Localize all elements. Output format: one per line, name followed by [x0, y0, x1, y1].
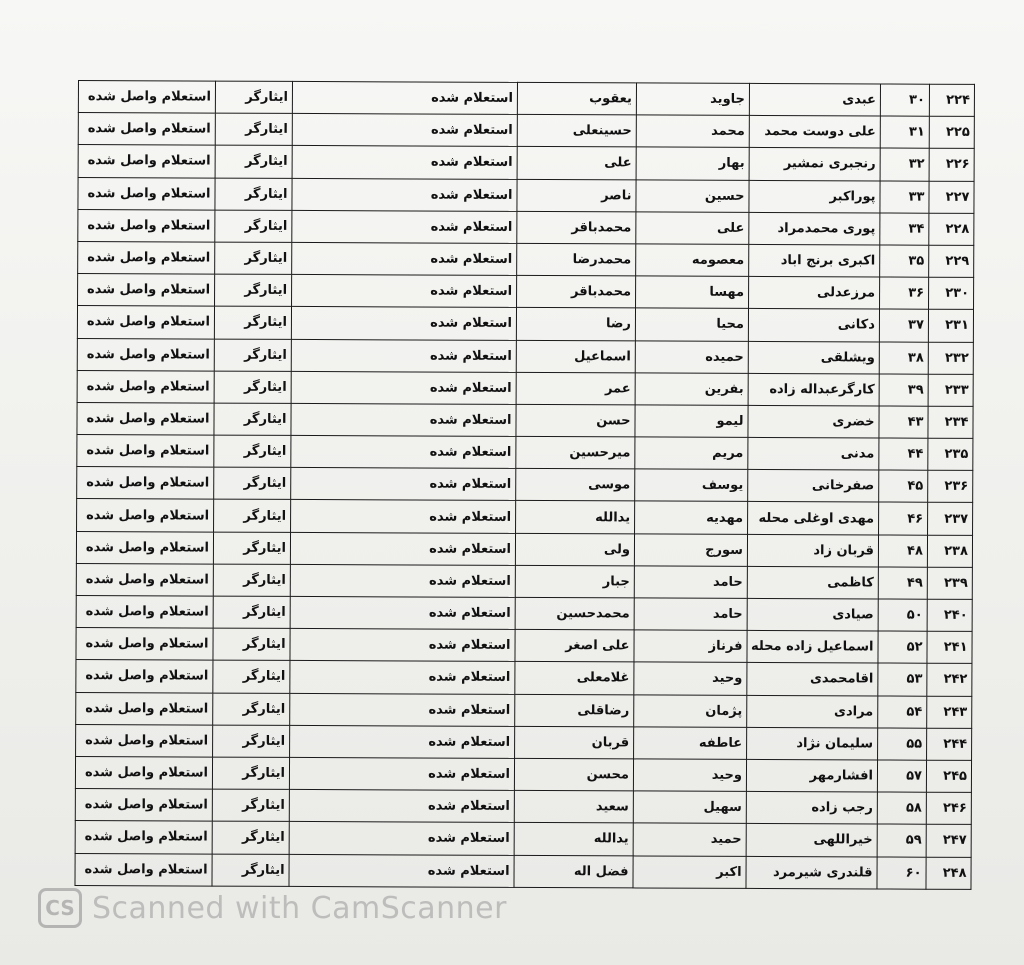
- row-number-cell: ۲۲۸: [929, 213, 974, 245]
- record-number-cell: ۵۳: [878, 663, 927, 695]
- status-cell: استعلام واصل شده: [77, 306, 214, 339]
- records-table: [74, 80, 975, 890]
- row-number-cell: ۲۳۸: [927, 535, 972, 567]
- last-name-cell: دکانی: [748, 309, 879, 342]
- table-row: [76, 563, 972, 599]
- status-cell: استعلام واصل شده: [78, 145, 215, 178]
- table-row: [77, 435, 973, 471]
- table-row: [78, 113, 974, 149]
- table-row: [76, 628, 972, 664]
- inquiry-cell: استعلام شده: [290, 661, 515, 694]
- father-name-cell: محمدرضا: [517, 243, 636, 276]
- row-number-cell: ۲۴۱: [927, 631, 972, 663]
- first-name-cell: مهدیه: [635, 501, 748, 534]
- record-number-cell: ۴۳: [879, 406, 928, 438]
- category-cell: ایثارگر: [214, 306, 291, 339]
- last-name-cell: پوراکبر: [749, 180, 880, 213]
- table-row: [76, 660, 972, 696]
- inquiry-cell: استعلام شده: [289, 757, 514, 790]
- father-name-cell: یدالله: [514, 823, 633, 856]
- first-name-cell: مریم: [635, 437, 748, 470]
- last-name-cell: مرادی: [747, 695, 878, 728]
- father-name-cell: ولی: [515, 533, 634, 566]
- father-name-cell: قربان: [515, 726, 634, 759]
- first-name-cell: حامد: [634, 566, 747, 599]
- inquiry-cell: استعلام شده: [292, 146, 517, 179]
- table-row: [77, 370, 973, 406]
- inquiry-cell: استعلام شده: [291, 468, 516, 501]
- row-number-cell: ۲۳۰: [929, 277, 974, 309]
- first-name-cell: یوسف: [635, 469, 748, 502]
- row-number-cell: ۲۳۵: [928, 438, 973, 470]
- category-cell: ایثارگر: [213, 596, 290, 629]
- record-number-cell: ۳۷: [879, 309, 928, 341]
- table-row: [77, 499, 973, 535]
- row-number-cell: ۲۴۷: [926, 825, 971, 857]
- first-name-cell: اکبر: [633, 855, 746, 888]
- last-name-cell: کاظمی: [747, 566, 878, 599]
- row-number-cell: ۲۳۴: [928, 406, 973, 438]
- first-name-cell: حسین: [636, 179, 749, 212]
- row-number-cell: ۲۴۸: [926, 857, 971, 889]
- last-name-cell: قلندری شیرمرد: [746, 856, 877, 889]
- status-cell: استعلام واصل شده: [77, 338, 214, 371]
- first-name-cell: عاطفه: [634, 727, 747, 760]
- table-row: [77, 306, 973, 342]
- table-row: [77, 467, 973, 503]
- first-name-cell: وحید: [634, 662, 747, 695]
- last-name-cell: رنجبری نمشیر: [749, 148, 880, 181]
- status-cell: استعلام واصل شده: [76, 724, 213, 757]
- father-name-cell: عمر: [516, 372, 635, 405]
- inquiry-cell: استعلام شده: [292, 275, 517, 308]
- record-number-cell: ۵۹: [877, 824, 926, 856]
- first-name-cell: علی: [636, 212, 749, 245]
- first-name-cell: حمید: [633, 823, 746, 856]
- last-name-cell: صفرخانی: [748, 470, 879, 503]
- inquiry-cell: استعلام شده: [291, 307, 516, 340]
- table-row: [76, 531, 972, 567]
- status-cell: استعلام واصل شده: [78, 241, 215, 274]
- father-name-cell: محمدباقر: [517, 276, 636, 309]
- inquiry-cell: استعلام شده: [292, 210, 517, 243]
- first-name-cell: حمیده: [635, 340, 748, 373]
- record-number-cell: ۴۸: [878, 535, 927, 567]
- status-cell: استعلام واصل شده: [76, 692, 213, 725]
- last-name-cell: کارگرعبداله زاده: [748, 373, 879, 406]
- category-cell: ایثارگر: [213, 532, 290, 565]
- row-number-cell: ۲۲۷: [929, 181, 974, 213]
- document-sheet: [74, 80, 970, 914]
- category-cell: ایثارگر: [212, 821, 289, 854]
- father-name-cell: موسی: [516, 469, 635, 502]
- last-name-cell: علی دوست محمد: [749, 116, 880, 149]
- father-name-cell: اسماعیل: [516, 340, 635, 373]
- watermark-text: Scanned with CamScanner: [92, 890, 507, 926]
- table-row: [78, 145, 974, 181]
- camscanner-logo-icon: CS: [38, 888, 82, 928]
- category-cell: ایثارگر: [215, 274, 292, 307]
- record-number-cell: ۴۶: [879, 502, 928, 534]
- last-name-cell: مرزعدلی: [749, 277, 880, 310]
- father-name-cell: سعید: [514, 791, 633, 824]
- table-body: [75, 81, 975, 890]
- inquiry-cell: استعلام شده: [290, 596, 515, 629]
- row-number-cell: ۲۴۴: [927, 728, 972, 760]
- inquiry-cell: استعلام شده: [291, 339, 516, 372]
- last-name-cell: اسماعیل زاده محله: [747, 631, 878, 664]
- row-number-cell: ۲۴۲: [927, 664, 972, 696]
- inquiry-cell: استعلام شده: [292, 114, 517, 147]
- row-number-cell: ۲۳۳: [928, 374, 973, 406]
- category-cell: ایثارگر: [213, 660, 290, 693]
- status-cell: استعلام واصل شده: [78, 177, 215, 210]
- record-number-cell: ۳۴: [880, 213, 929, 245]
- father-name-cell: جبار: [515, 565, 634, 598]
- inquiry-cell: استعلام شده: [290, 693, 515, 726]
- inquiry-cell: استعلام شده: [291, 403, 516, 436]
- record-number-cell: ۴۹: [878, 567, 927, 599]
- status-cell: استعلام واصل شده: [77, 370, 214, 403]
- category-cell: ایثارگر: [213, 725, 290, 758]
- status-cell: استعلام واصل شده: [77, 499, 214, 532]
- first-name-cell: سورج: [634, 534, 747, 567]
- status-cell: استعلام واصل شده: [76, 595, 213, 628]
- father-name-cell: یدالله: [516, 501, 635, 534]
- last-name-cell: صیادی: [747, 598, 878, 631]
- inquiry-cell: استعلام شده: [290, 532, 515, 565]
- record-number-cell: ۴۴: [879, 438, 928, 470]
- last-name-cell: اکبری برنج اباد: [749, 244, 880, 277]
- category-cell: ایثارگر: [214, 467, 291, 500]
- status-cell: استعلام واصل شده: [78, 209, 215, 242]
- first-name-cell: پژمان: [634, 694, 747, 727]
- category-cell: ایثارگر: [215, 242, 292, 275]
- father-name-cell: غلامعلی: [515, 662, 634, 695]
- father-name-cell: میرحسین: [516, 436, 635, 469]
- last-name-cell: افشارمهر: [746, 759, 877, 792]
- inquiry-cell: استعلام شده: [290, 629, 515, 662]
- category-cell: ایثارگر: [215, 145, 292, 178]
- first-name-cell: بهار: [636, 147, 749, 180]
- father-name-cell: حسینعلی: [517, 115, 636, 148]
- inquiry-cell: استعلام شده: [289, 822, 514, 855]
- first-name-cell: بفرین: [635, 373, 748, 406]
- category-cell: ایثارگر: [215, 210, 292, 243]
- status-cell: استعلام واصل شده: [78, 113, 215, 146]
- category-cell: ایثارگر: [213, 628, 290, 661]
- last-name-cell: ویشلقی: [748, 341, 879, 374]
- father-name-cell: محمدباقر: [517, 211, 636, 244]
- inquiry-cell: استعلام شده: [292, 178, 517, 211]
- table-row: [78, 241, 974, 277]
- status-cell: استعلام واصل شده: [77, 467, 214, 500]
- first-name-cell: حامد: [634, 598, 747, 631]
- inquiry-cell: استعلام شده: [292, 242, 517, 275]
- category-cell: ایثارگر: [214, 435, 291, 468]
- status-cell: استعلام واصل شده: [77, 402, 214, 435]
- table-row: [75, 821, 971, 857]
- category-cell: ایثارگر: [212, 757, 289, 790]
- record-number-cell: ۳۳: [880, 181, 929, 213]
- row-number-cell: ۲۳۹: [927, 567, 972, 599]
- category-cell: ایثارگر: [212, 789, 289, 822]
- status-cell: استعلام واصل شده: [76, 628, 213, 661]
- record-number-cell: ۵۴: [878, 696, 927, 728]
- inquiry-cell: استعلام شده: [290, 725, 515, 758]
- category-cell: ایثارگر: [214, 339, 291, 372]
- inquiry-cell: استعلام شده: [292, 81, 517, 114]
- father-name-cell: ناصر: [517, 179, 636, 212]
- record-number-cell: ۵۵: [878, 728, 927, 760]
- status-cell: استعلام واصل شده: [77, 435, 214, 468]
- record-number-cell: ۵۷: [877, 760, 926, 792]
- status-cell: استعلام واصل شده: [75, 853, 212, 886]
- table-row: [76, 595, 972, 631]
- last-name-cell: مدنی: [748, 437, 879, 470]
- father-name-cell: حسن: [516, 404, 635, 437]
- category-cell: ایثارگر: [214, 371, 291, 404]
- last-name-cell: عبدی: [749, 83, 880, 116]
- row-number-cell: ۲۲۹: [929, 245, 974, 277]
- row-number-cell: ۲۴۰: [927, 599, 972, 631]
- first-name-cell: معصومه: [636, 244, 749, 277]
- category-cell: ایثارگر: [215, 81, 292, 114]
- status-cell: استعلام واصل شده: [78, 81, 215, 114]
- table-row: [78, 177, 974, 213]
- status-cell: استعلام واصل شده: [76, 531, 213, 564]
- first-name-cell: محمد: [636, 115, 749, 148]
- row-number-cell: ۲۴۵: [926, 760, 971, 792]
- first-name-cell: مهسا: [636, 276, 749, 309]
- table-row: [78, 209, 974, 245]
- father-name-cell: محسن: [514, 758, 633, 791]
- inquiry-cell: استعلام شده: [291, 435, 516, 468]
- record-number-cell: ۳۱: [880, 116, 929, 148]
- inquiry-cell: استعلام شده: [289, 854, 514, 887]
- table-row: [78, 81, 974, 117]
- status-cell: استعلام واصل شده: [76, 563, 213, 596]
- last-name-cell: سلیمان نژاد: [747, 727, 878, 760]
- record-number-cell: ۳۸: [879, 341, 928, 373]
- first-name-cell: سهیل: [633, 791, 746, 824]
- inquiry-cell: استعلام شده: [289, 790, 514, 823]
- last-name-cell: رجب زاده: [746, 792, 877, 825]
- status-cell: استعلام واصل شده: [75, 789, 212, 822]
- category-cell: ایثارگر: [212, 854, 289, 887]
- category-cell: ایثارگر: [215, 178, 292, 211]
- category-cell: ایثارگر: [214, 403, 291, 436]
- row-number-cell: ۲۳۶: [928, 470, 973, 502]
- inquiry-cell: استعلام شده: [291, 371, 516, 404]
- category-cell: ایثارگر: [215, 113, 292, 146]
- status-cell: استعلام واصل شده: [75, 756, 212, 789]
- last-name-cell: اقامحمدی: [747, 663, 878, 696]
- inquiry-cell: استعلام شده: [291, 500, 516, 533]
- table-row: [76, 724, 972, 760]
- status-cell: استعلام واصل شده: [78, 274, 215, 307]
- category-cell: ایثارگر: [214, 500, 291, 533]
- row-number-cell: ۲۳۲: [928, 342, 973, 374]
- father-name-cell: فضل اله: [514, 855, 633, 888]
- first-name-cell: لیمو: [635, 405, 748, 438]
- record-number-cell: ۳۲: [880, 148, 929, 180]
- record-number-cell: ۵۰: [878, 599, 927, 631]
- row-number-cell: ۲۲۶: [929, 149, 974, 181]
- first-name-cell: وحید: [633, 759, 746, 792]
- record-number-cell: ۵۸: [877, 792, 926, 824]
- table-row: [76, 692, 972, 728]
- table-row: [75, 756, 971, 792]
- camscanner-watermark: [38, 886, 507, 930]
- last-name-cell: مهدی اوغلی محله: [748, 502, 879, 535]
- last-name-cell: خضری: [748, 405, 879, 438]
- row-number-cell: ۲۴۳: [927, 696, 972, 728]
- status-cell: استعلام واصل شده: [76, 660, 213, 693]
- row-number-cell: ۲۳۱: [928, 310, 973, 342]
- father-name-cell: رضاقلی: [515, 694, 634, 727]
- first-name-cell: فرناز: [634, 630, 747, 663]
- first-name-cell: محیا: [635, 308, 748, 341]
- father-name-cell: یعقوب: [517, 82, 636, 115]
- table-row: [78, 274, 974, 310]
- last-name-cell: پوری محمدمراد: [749, 212, 880, 245]
- row-number-cell: ۲۲۴: [929, 84, 974, 116]
- record-number-cell: ۳۵: [880, 245, 929, 277]
- father-name-cell: محمدحسین: [515, 597, 634, 630]
- father-name-cell: علی اصغر: [515, 630, 634, 663]
- record-number-cell: ۴۵: [879, 470, 928, 502]
- record-number-cell: ۳۹: [879, 374, 928, 406]
- row-number-cell: ۲۴۶: [926, 792, 971, 824]
- inquiry-cell: استعلام شده: [290, 564, 515, 597]
- category-cell: ایثارگر: [213, 564, 290, 597]
- record-number-cell: ۳۰: [880, 84, 929, 116]
- table-row: [75, 789, 971, 825]
- row-number-cell: ۲۲۵: [929, 116, 974, 148]
- last-name-cell: قربان زاد: [747, 534, 878, 567]
- record-number-cell: ۳۶: [880, 277, 929, 309]
- record-number-cell: ۵۲: [878, 631, 927, 663]
- last-name-cell: خیراللهی: [746, 824, 877, 857]
- row-number-cell: ۲۳۷: [928, 503, 973, 535]
- status-cell: استعلام واصل شده: [75, 821, 212, 854]
- table-row: [77, 402, 973, 438]
- father-name-cell: رضا: [516, 308, 635, 341]
- record-number-cell: ۶۰: [877, 856, 926, 888]
- father-name-cell: علی: [517, 147, 636, 180]
- table-row: [75, 853, 971, 889]
- table-row: [77, 338, 973, 374]
- category-cell: ایثارگر: [213, 693, 290, 726]
- first-name-cell: جاوید: [636, 83, 749, 116]
